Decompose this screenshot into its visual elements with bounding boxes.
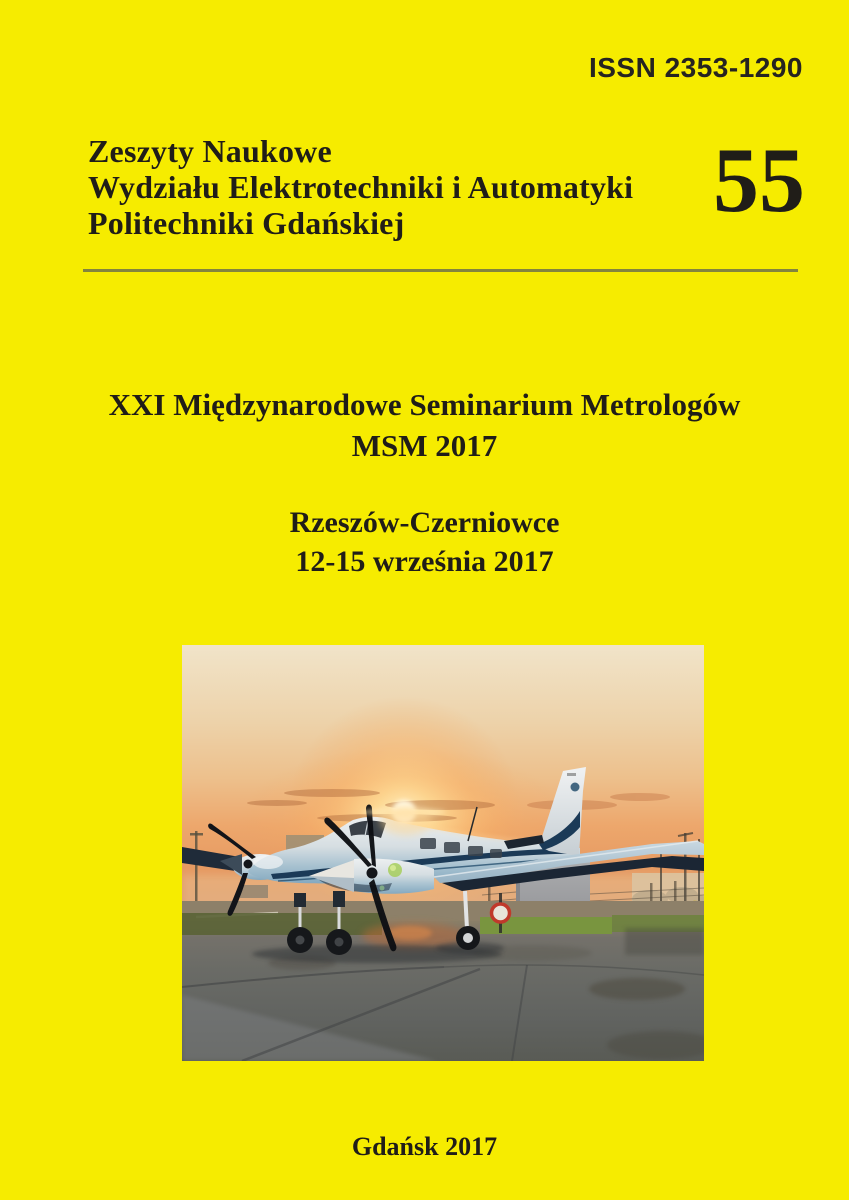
- seminar-title-line2: MSM 2017: [351, 428, 498, 463]
- cover-photo: [182, 645, 704, 1061]
- journal-title-line1: Zeszyty Naukowe: [88, 133, 332, 169]
- journal-title: [88, 133, 728, 241]
- airplane-sunset-illustration: [182, 645, 704, 1061]
- seminar-title: [0, 384, 849, 466]
- event-location: Rzeszów-Czerniowce: [289, 506, 560, 539]
- seminar-title-line1: XXI Międzynarodowe Seminarium Metrologów: [108, 387, 741, 422]
- event-info: [0, 503, 849, 581]
- journal-title-line3: Politechniki Gdańskiej: [88, 205, 405, 241]
- event-dates: 12-15 września 2017: [295, 545, 554, 578]
- issn-number: ISSN 2353-1290: [588, 52, 803, 83]
- issue-number: 55: [713, 129, 805, 231]
- journal-title-line2: Wydziału Elektrotechniki i Automatyki: [88, 169, 634, 205]
- header-divider: [83, 269, 798, 272]
- imprint: Gdańsk 2017: [351, 1132, 498, 1161]
